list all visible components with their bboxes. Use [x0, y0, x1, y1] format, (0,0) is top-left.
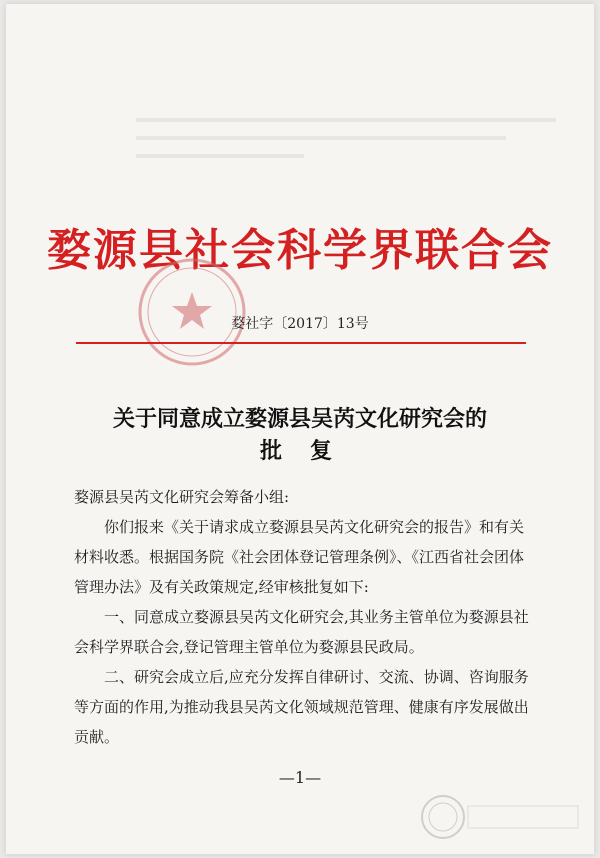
- paragraph-item-1: 一、同意成立婺源县吴芮文化研究会,其业务主管单位为婺源县社会科学界联合会,登记管理主管单位为婺源县民政局。: [74, 608, 529, 656]
- watermark-logo-icon: [418, 792, 588, 842]
- document-number: 婺社字〔2017〕13号: [231, 316, 369, 332]
- document-body: [74, 482, 534, 752]
- red-divider-line: [76, 342, 526, 344]
- document-title-line2: 批复: [259, 438, 360, 464]
- document-title-line1: 关于同意成立婺源县吴芮文化研究会的: [112, 406, 487, 432]
- page-number: —1—: [278, 768, 322, 787]
- paragraph-intro: 你们报来《关于请求成立婺源县吴芮文化研究会的报告》和有关材料收悉。根据国务院《社会团体登记管理条例》、《江西省社会团体管理办法》及有关政策规定,经审核批复如下:: [74, 518, 525, 596]
- paragraph-item-2: 二、研究会成立后,应充分发挥自律研讨、交流、协调、咨询服务等方面的作用,为推动我县吴芮文化领域规范管理、健康有序发展做出贡献。: [74, 668, 529, 746]
- issuing-organization: 婺源县社会科学界联合会: [47, 225, 553, 276]
- red-official-seal-icon: [136, 256, 248, 368]
- document-page: [6, 4, 594, 854]
- salutation: 婺源县吴芮文化研究会筹备小组:: [74, 488, 290, 506]
- bleed-through-text: [136, 104, 556, 184]
